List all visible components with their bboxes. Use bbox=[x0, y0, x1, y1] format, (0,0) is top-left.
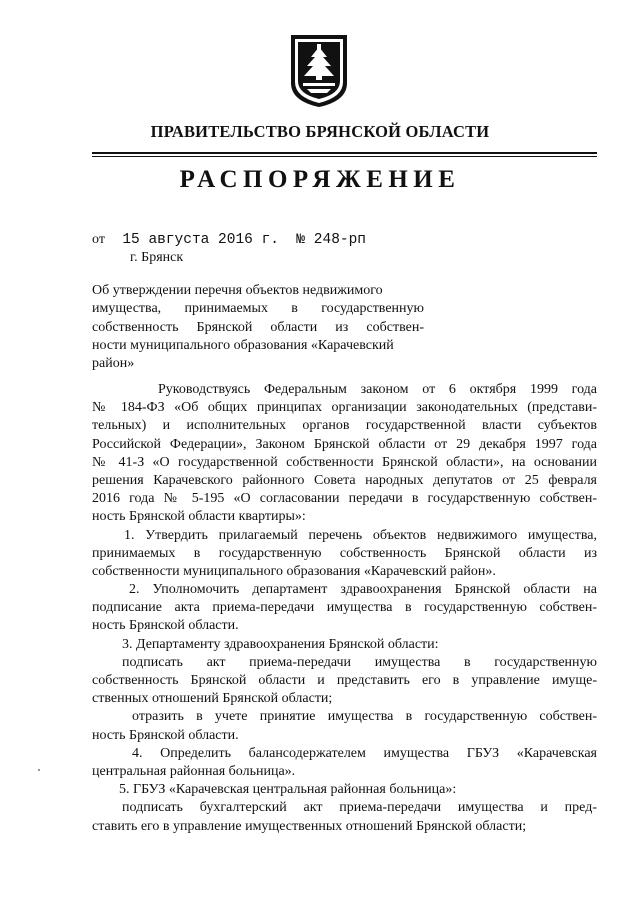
subject-line: имущества, принимаемых в государственную bbox=[92, 301, 424, 317]
body-line: собственность Брянской области и представить его в управление имуще- bbox=[92, 673, 597, 688]
body-line: подписать акт приема-передачи имущества в государственную bbox=[122, 654, 597, 670]
body-line: № 41-З «О государственной собственности Брянской области», на основании bbox=[92, 454, 597, 470]
document-body bbox=[92, 381, 597, 836]
body-line: Российской Федерации», Законом Брянской области от 29 декабря 1997 года bbox=[92, 436, 597, 452]
body-line: 2. Уполномочить департамент здравоохранения Брянской области на bbox=[129, 582, 597, 598]
header-divider-thin bbox=[92, 156, 597, 157]
date-prefix: от bbox=[92, 232, 105, 247]
header-divider-thick bbox=[92, 152, 597, 154]
body-line: ность Брянской области. bbox=[92, 618, 239, 634]
body-line: 2016 года № 5-195 «О согласовании передачи в государственную собствен- bbox=[92, 491, 597, 507]
body-line: 5. ГБУЗ «Карачевская центральная районная больница»: bbox=[119, 782, 457, 798]
number-prefix: № bbox=[296, 232, 306, 248]
subject-line: собственность Брянской области из собствен- bbox=[92, 319, 424, 335]
bryansk-coat-of-arms-icon bbox=[289, 33, 349, 109]
body-line: центральная районная больница». bbox=[92, 763, 296, 779]
government-title: ПРАВИТЕЛЬСТВО БРЯНСКОЙ ОБЛАСТИ bbox=[150, 122, 490, 141]
subject-line: ности муниципального образования «Карачевский bbox=[92, 337, 394, 353]
body-line: принимаемых в государственную собственность Брянской области из bbox=[92, 545, 597, 561]
body-line: 3. Департаменту здравоохранения Брянской области: bbox=[122, 636, 439, 652]
body-line: собственности муниципального образования «Карачевский район». bbox=[92, 563, 496, 579]
body-line: ственных отношений Брянской области; bbox=[92, 691, 333, 707]
document-date: 15 августа 2016 г. bbox=[122, 232, 279, 248]
body-line: ность Брянской области. bbox=[92, 727, 239, 743]
document-type-title: РАСПОРЯЖЕНИЕ bbox=[179, 166, 461, 193]
subject-block bbox=[92, 282, 424, 373]
body-line: подписание акта приема-передачи имущества в государственную собствен- bbox=[92, 600, 597, 616]
body-line: подписать бухгалтерский акт приема-передачи имущества и пред- bbox=[122, 800, 597, 816]
body-line: ставить его в управление имущественных отношений Брянской области; bbox=[92, 818, 527, 834]
body-line: 1. Утвердить прилагаемый перечень объектов недвижимого имущества, bbox=[124, 527, 597, 543]
body-line: № 184-ФЗ «Об общих принципах организации законодательных (представи- bbox=[92, 400, 597, 416]
body-line: тельных) и исполнительных органов государственной власти субъектов bbox=[92, 418, 597, 434]
subject-line: Об утверждении перечня объектов недвижимого bbox=[92, 283, 383, 298]
body-line: 4. Определить балансодержателем имущества ГБУЗ «Карачевская bbox=[132, 745, 597, 761]
date-number-line bbox=[92, 232, 366, 248]
scan-speck bbox=[38, 769, 40, 771]
body-line: решения Карачевского районного Совета народных депутатов от 25 февраля bbox=[92, 472, 597, 488]
body-line: Руководствуясь Федеральным законом от 6 октября 1999 года bbox=[158, 382, 597, 397]
subject-line: район» bbox=[92, 356, 135, 372]
body-line: ность Брянской области квартиры»: bbox=[92, 509, 306, 525]
document-number: 248-рп bbox=[313, 232, 367, 248]
document-city: г. Брянск bbox=[130, 250, 184, 265]
body-line: отразить в учете принятие имущества в государственную собствен- bbox=[132, 709, 597, 725]
